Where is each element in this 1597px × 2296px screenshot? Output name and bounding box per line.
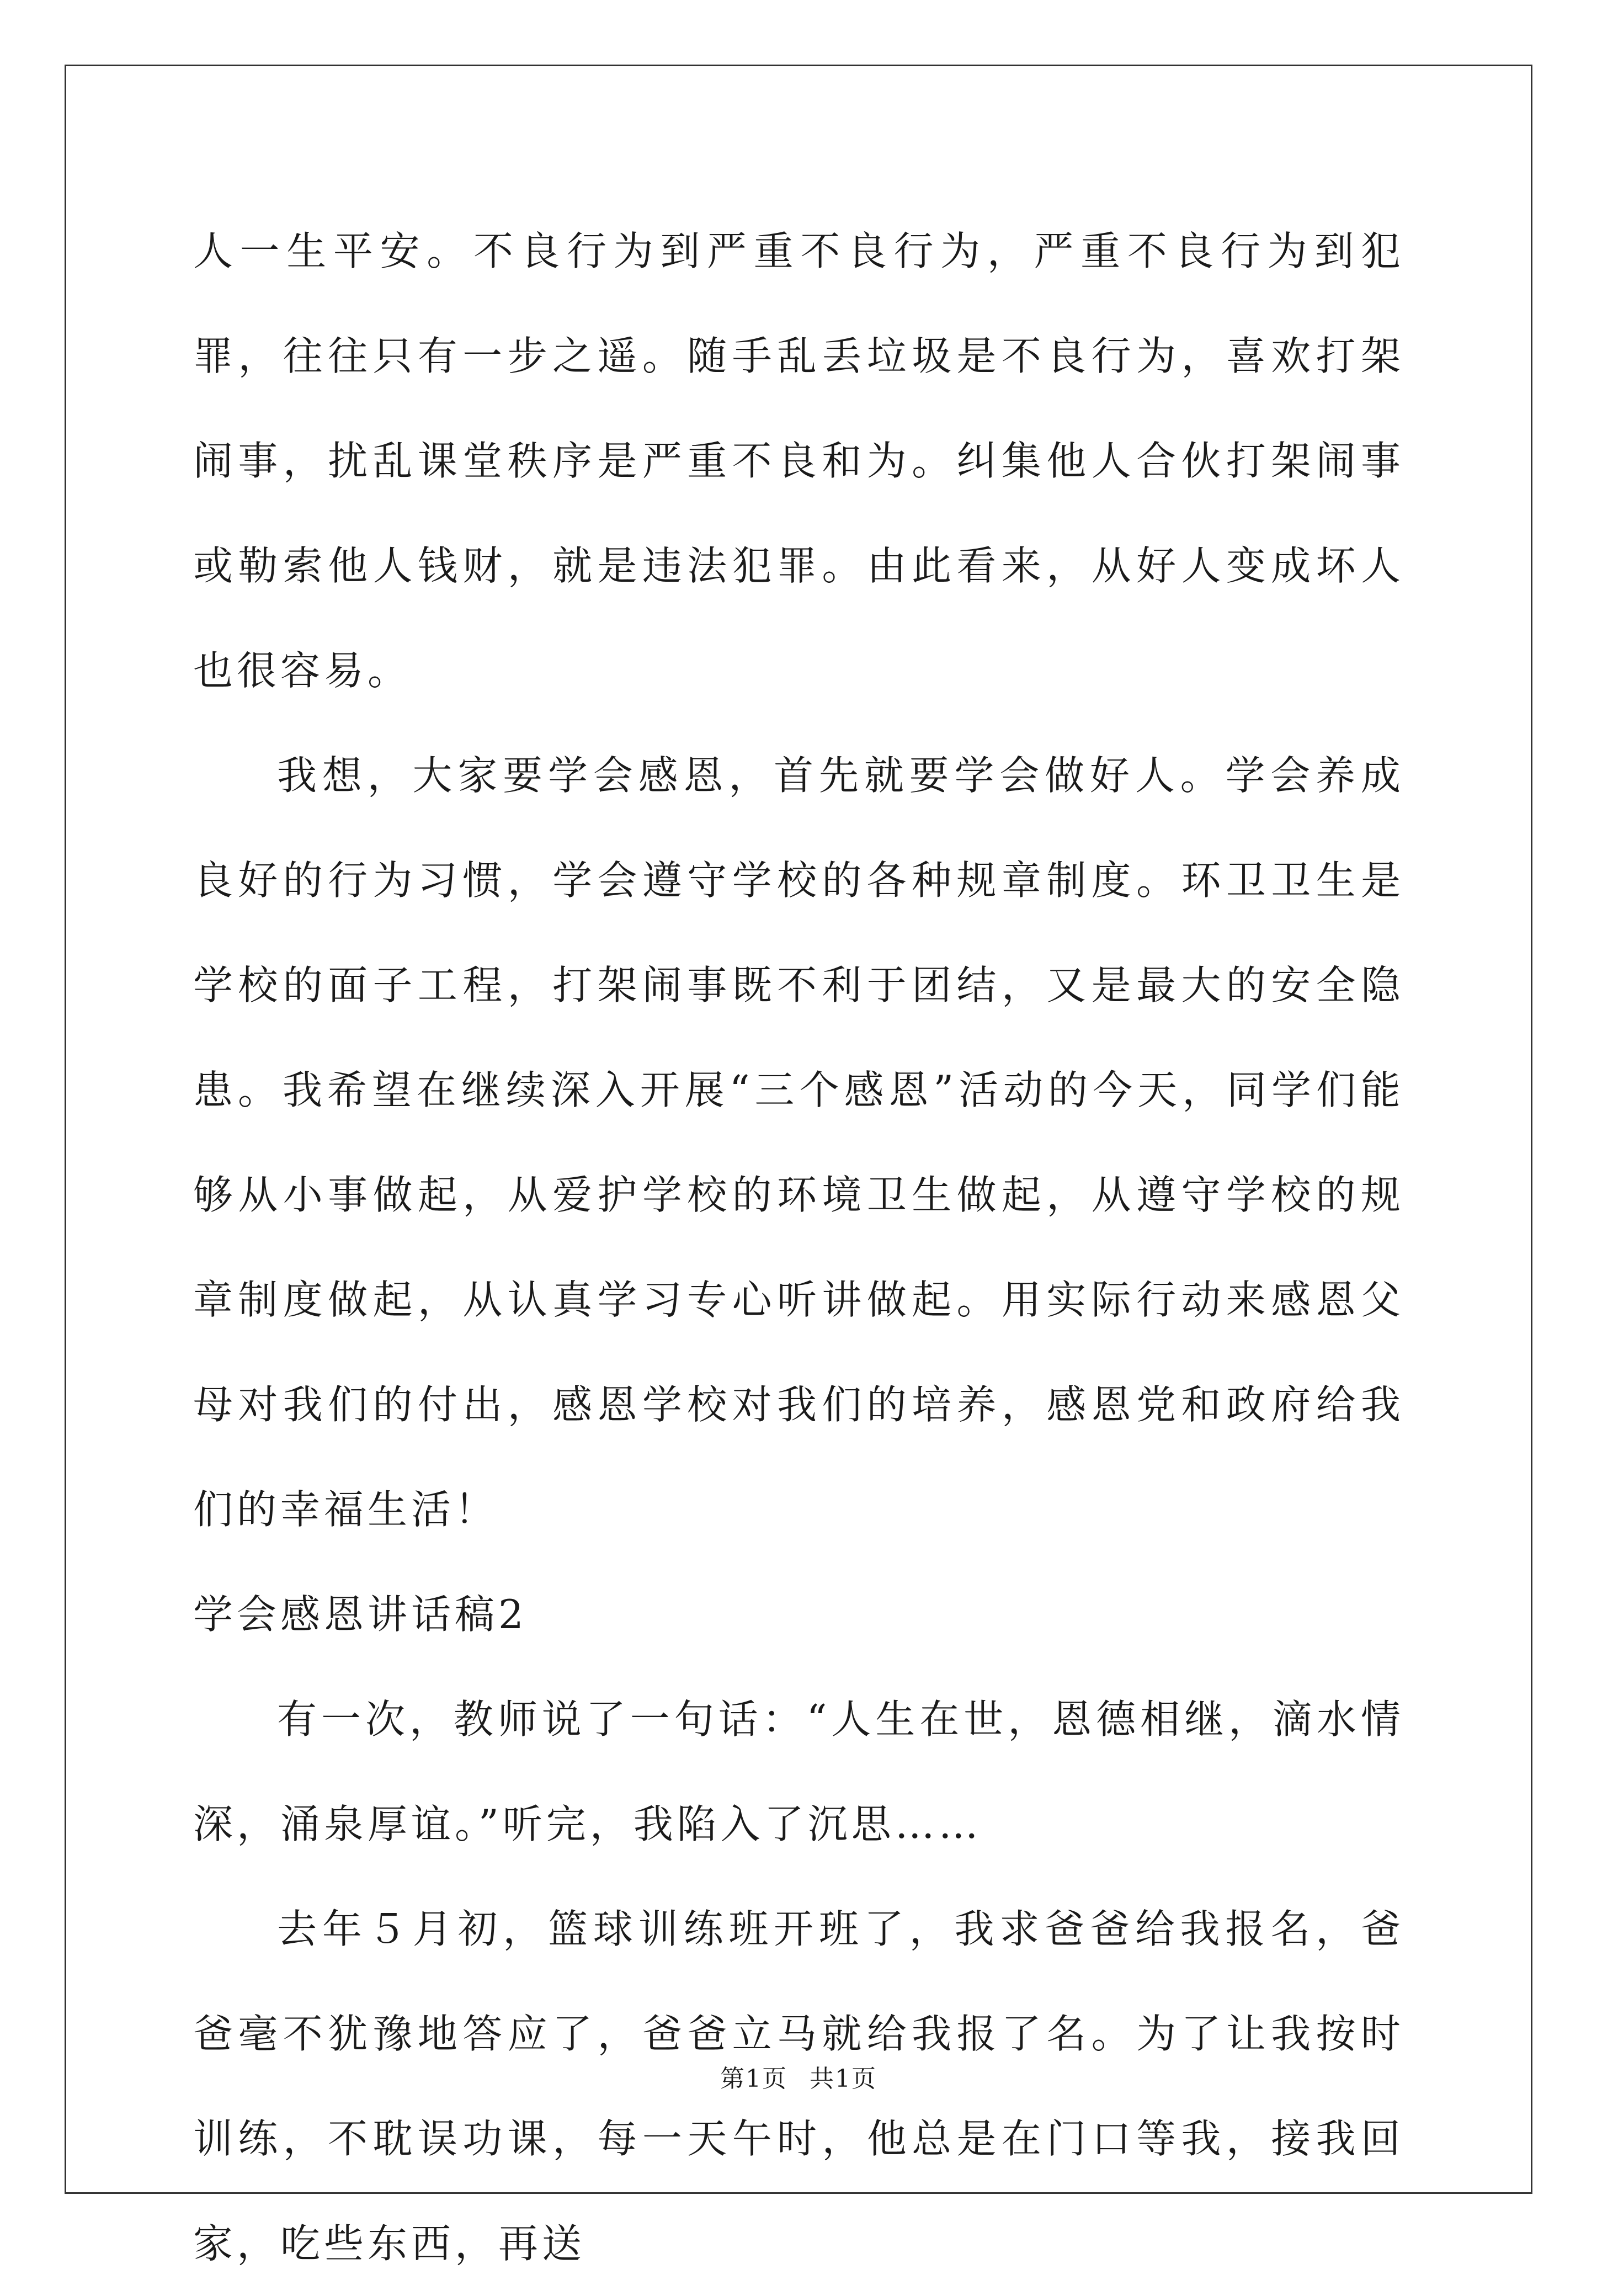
section-heading: 学会感恩讲话稿2 — [193, 1591, 528, 1638]
page-footer — [0, 2059, 1597, 2094]
paragraph: 有一次，教师说了一句话：“人生在世，恩德相继，滴水情深，涌泉厚谊。”听完，我陷入了沉思…… — [193, 1696, 1404, 1847]
paragraph: 去年５月初，篮球训练班开班了，我求爸爸给我报名，爸爸毫不犹豫地答应了，爸爸立马就给我报了名。为了让我按时训练，不耽误功课，每一天午时，他总是在门口等我，接我回家，吃些东西，再送 — [193, 1906, 1404, 2267]
paragraph: 我想，大家要学会感恩，首先就要学会做好人。学会养成良好的行为习惯，学会遵守学校的各种规章制度。环卫卫生是学校的面子工程，打架闹事既不利于团结，又是最大的安全隐患。我希望在继续深入开展“三个感恩”活动的今天，同学们能够从小事做起，从爱护学校的环境卫生做起，从遵守学校的规章制度做起，从认真学习专心听讲做起。用实际行动来感恩父母对我们的付出，感恩学校对我们的培养，感恩党和政府给我们的幸福生活！ — [193, 752, 1404, 1533]
document-body — [193, 199, 1404, 2296]
page-number: 第1页 — [720, 2065, 787, 2093]
page-total: 共1页 — [810, 2065, 877, 2093]
paragraph: 人一生平安。不良行为到严重不良行为，严重不良行为到犯罪，往往只有一步之遥。随手乱丢垃圾是不良行为，喜欢打架闹事，扰乱课堂秩序是严重不良和为。纠集他人合伙打架闹事或勒索他人钱财，就是违法犯罪。由此看来，从好人变成坏人也很容易。 — [193, 228, 1404, 694]
